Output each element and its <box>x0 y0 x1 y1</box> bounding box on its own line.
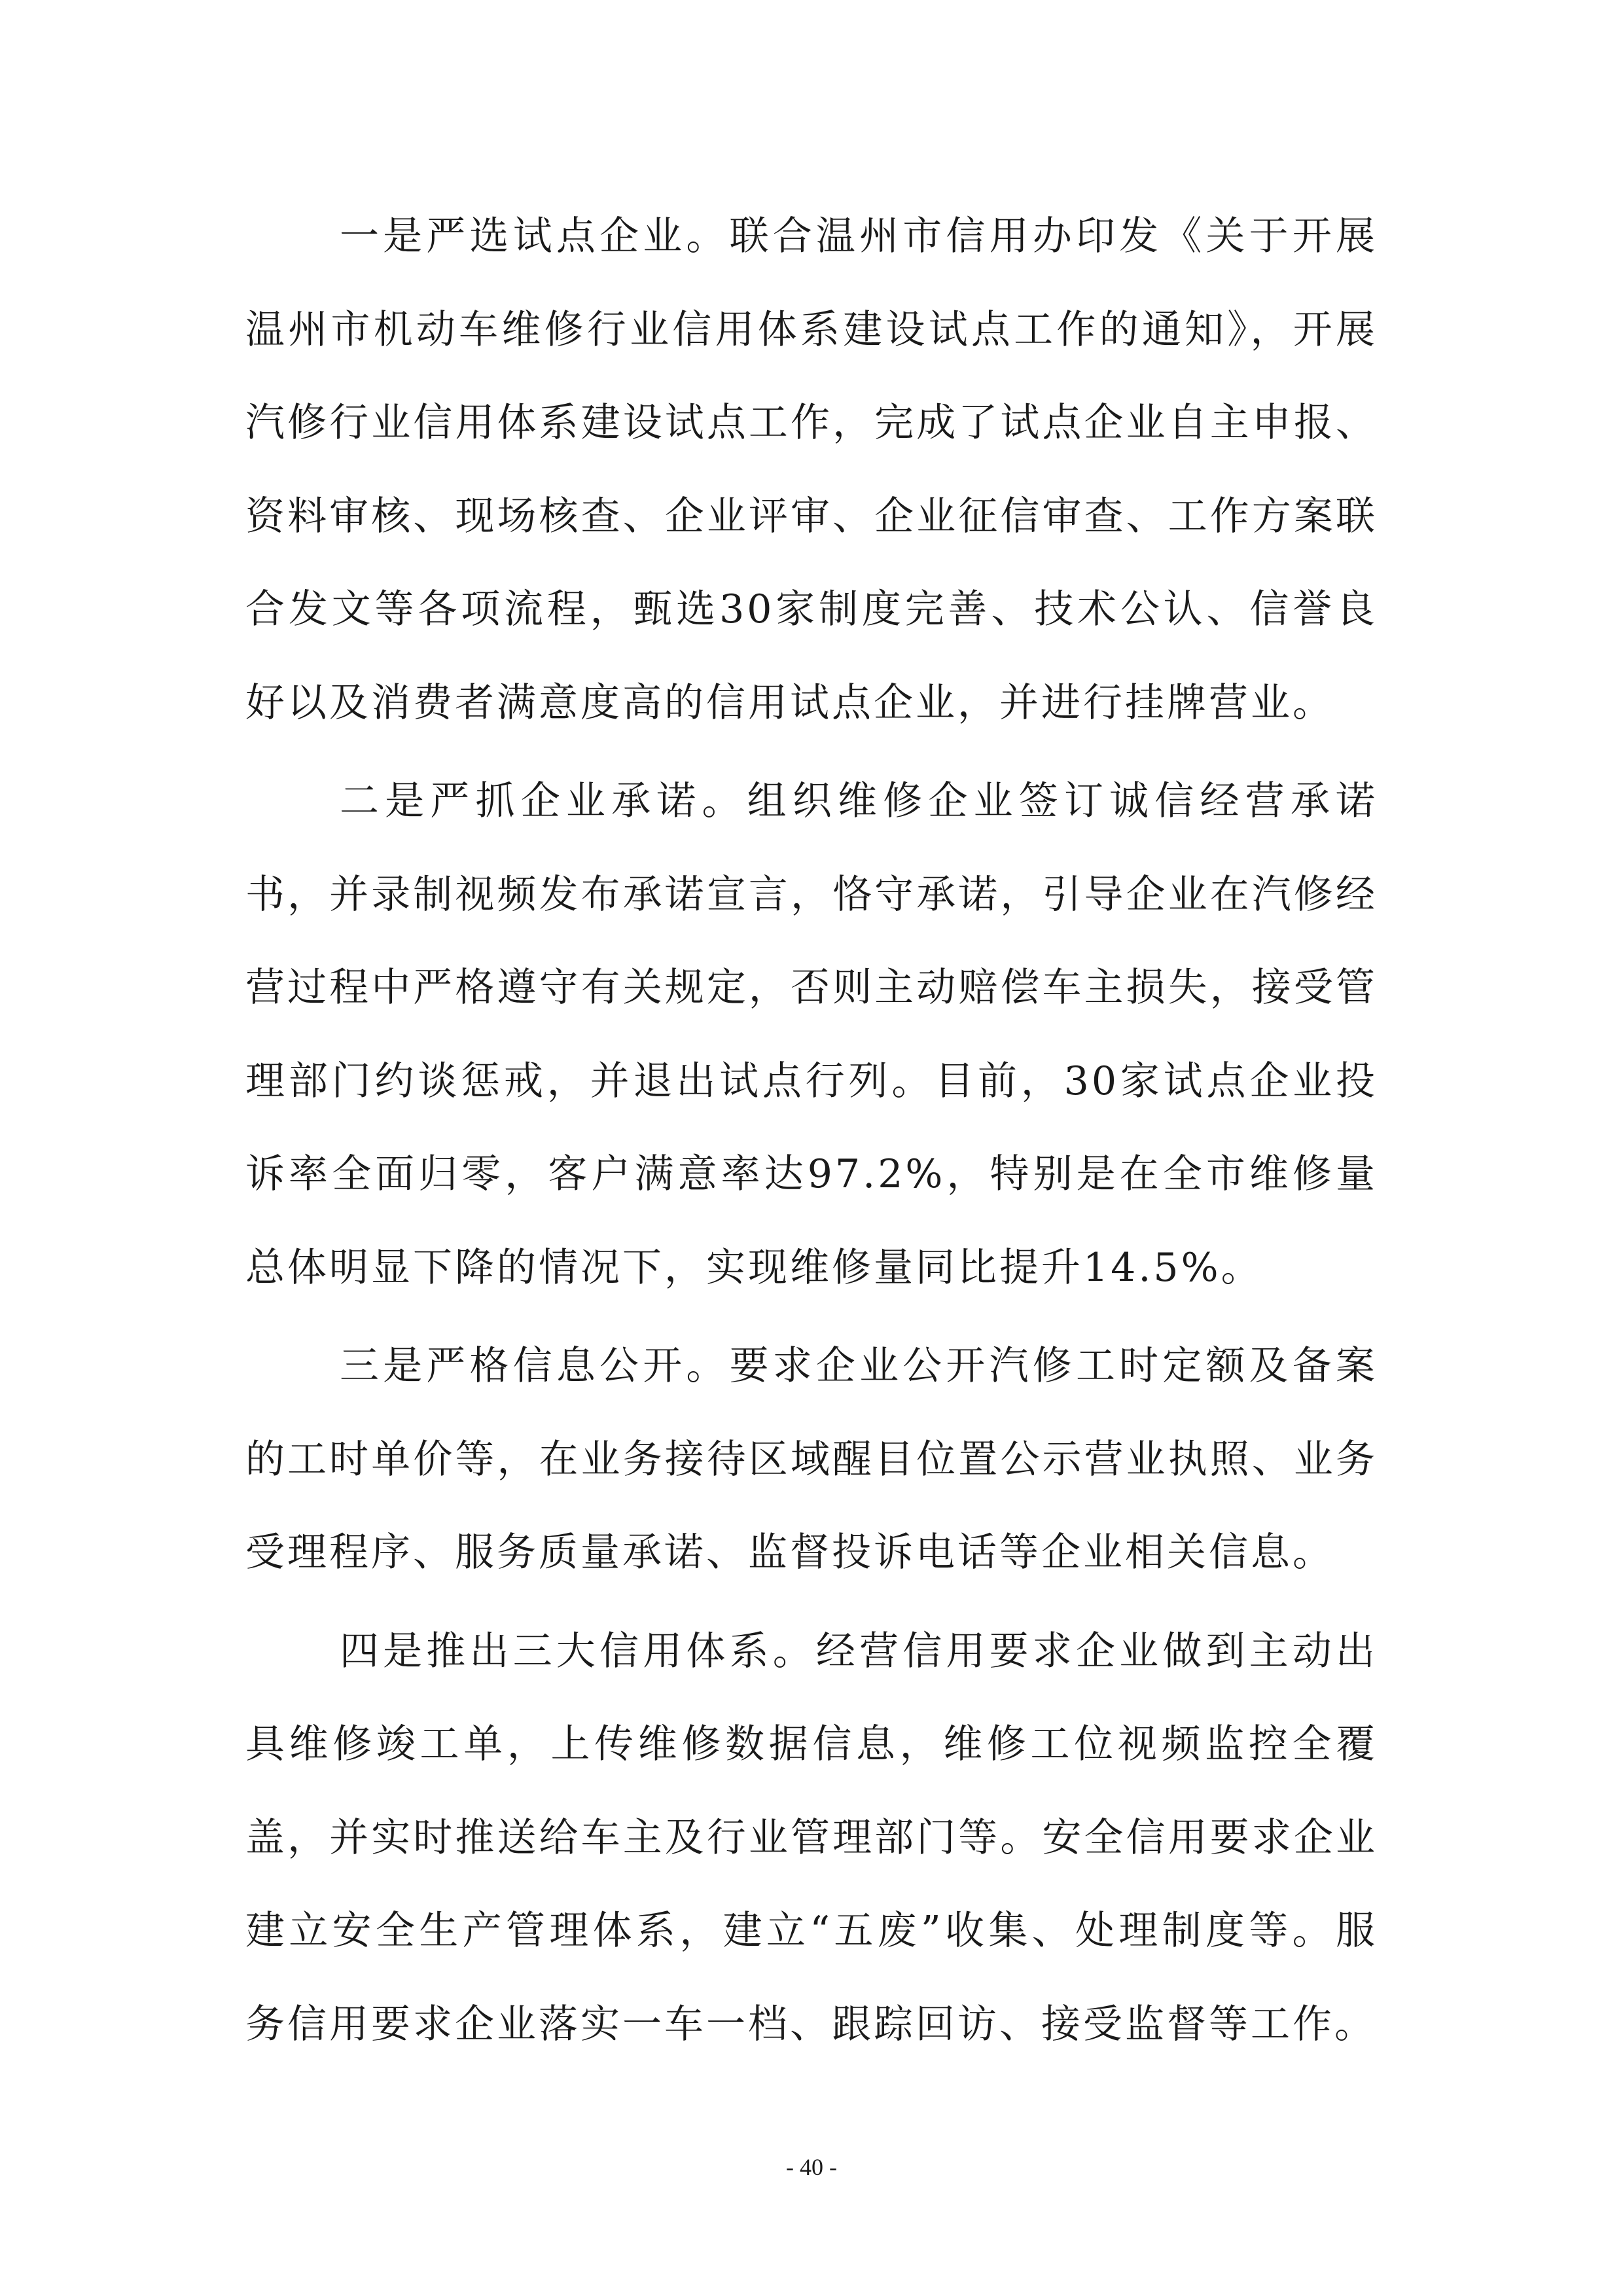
page-number: - 40 - <box>786 2154 837 2180</box>
paragraph-pilot-selection: 一是严选试点企业。联合温州市信用办印发《关于开展温州市机动车维修行业信用体系建设试点工作的通知》，开展汽修行业信用体系建设试点工作，完成了试点企业自主申报、资料审核、现场核查、企业评审、企业征信审查、工作方案联合发文等各项流程，甄选30家制度完善、技术公认、信誉良好以及消费者满意度高的信用试点企业，并进行挂牌营业。 <box>245 213 1378 726</box>
paragraph-enterprise-commitment: 二是严抓企业承诺。组织维修企业签订诚信经营承诺书，并录制视频发布承诺宣言，恪守承诺，引导企业在汽修经营过程中严格遵守有关规定，否则主动赔偿车主损失，接受管理部门约谈惩戒，并退出试点行列。目前，30家试点企业投诉率全面归零，客户满意率达97.2%，特别是在全市维修量总体明显下降的情况下，实现维修量同比提升14.5%。 <box>245 778 1378 1291</box>
paragraph-information-disclosure: 三是严格信息公开。要求企业公开汽修工时定额及备案的工时单价等，在业务接待区域醒目位置公示营业执照、业务受理程序、服务质量承诺、监督投诉电话等企业相关信息。 <box>245 1343 1378 1575</box>
document-body <box>245 190 1378 2076</box>
paragraph-credit-systems: 四是推出三大信用体系。经营信用要求企业做到主动出具维修竣工单，上传维修数据信息，维修工位视频监控全覆盖，并实时推送给车主及行业管理部门等。安全信用要求企业建立安全生产管理体系，建立“五废”收集、处理制度等。服务信用要求企业落实一车一档、跟踪回访、接受监督等工作。 <box>245 1628 1378 2047</box>
